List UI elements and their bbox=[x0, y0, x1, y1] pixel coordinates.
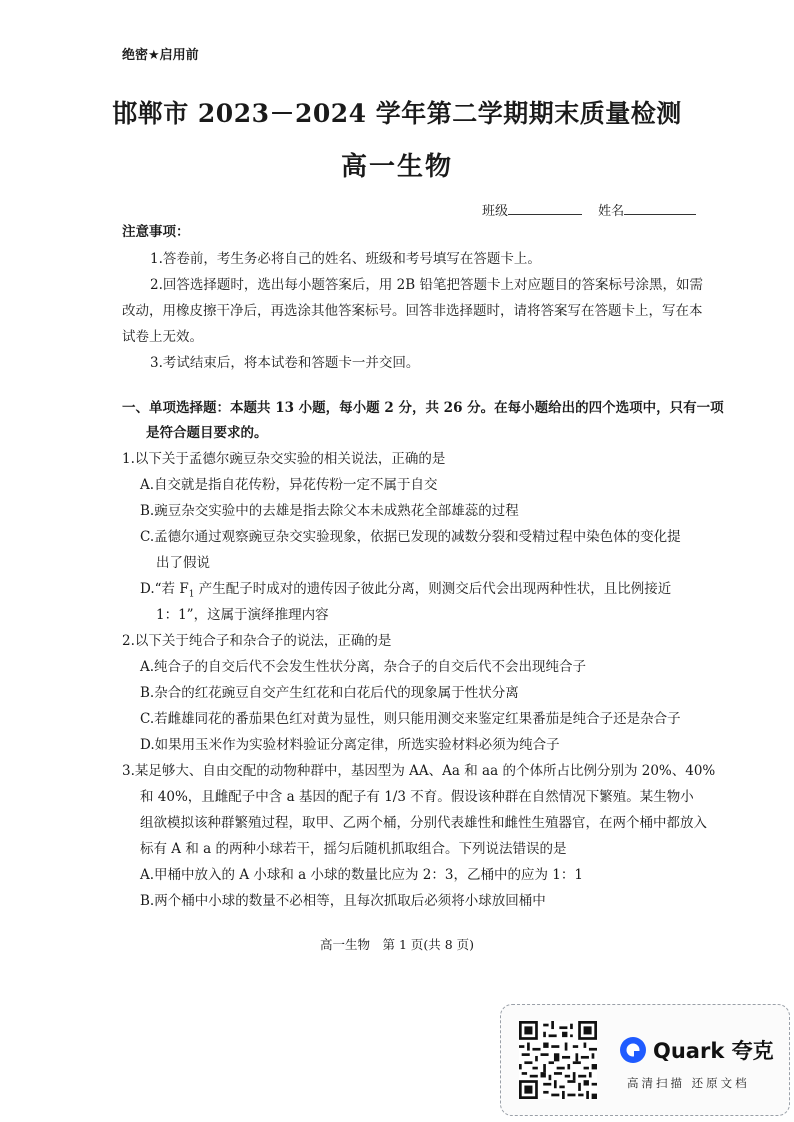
q1-option-d-post: 产生配子时成对的遗传因子彼此分离，则测交后代会出现两种性状，且比例接近 bbox=[194, 581, 672, 597]
q3-stem-line-3: 组欲模拟该种群繁殖过程，取甲、乙两个桶，分别代表雄性和雌性生殖器官，在两个桶中都放入 bbox=[140, 815, 707, 831]
q1-option-d-line-1 bbox=[140, 577, 671, 600]
class-label: 班级 bbox=[482, 204, 509, 219]
subject-title: 高一生物 bbox=[340, 152, 453, 182]
q2-option-b: B.杂合的红花豌豆自交产生红花和白花后代的现象属于性状分离 bbox=[140, 685, 519, 701]
name-label: 姓名 bbox=[598, 204, 625, 219]
notice-item-2-line-1: 2.回答选择题时，选出每小题答案后，用 2B 铅笔把答题卡上对应题目的答案标号涂黑，如需 bbox=[150, 277, 703, 293]
class-blank bbox=[508, 202, 582, 215]
notice-item-2-line-2: 改动，用橡皮擦干净后，再选涂其他答案标号。回答非选择题时，请将答案写在答题卡上，写在本 bbox=[122, 303, 703, 319]
q3-option-a: A.甲桶中放入的 A 小球和 a 小球的数量比应为 2：3，乙桶中的应为 1：1 bbox=[140, 867, 583, 883]
quark-watermark-card bbox=[500, 1004, 790, 1116]
notice-item-3: 3.考试结束后，将本试卷和答题卡一并交回。 bbox=[150, 355, 420, 371]
quark-logo-icon bbox=[619, 1036, 647, 1064]
q1-option-a: A.自交就是指自花传粉，异花传粉一定不属于自交 bbox=[140, 477, 438, 493]
section-heading-line-1: 一、单项选择题：本题共 13 小题，每小题 2 分，共 26 分。在每小题给出的四个选项中，只有一项 bbox=[122, 400, 724, 416]
q2-option-c: C.若雌雄同花的番茄果色红对黄为显性，则只能用测交来鉴定红果番茄是纯合子还是杂合子 bbox=[140, 711, 681, 727]
q1-stem: 1.以下关于孟德尔豌豆杂交实验的相关说法，正确的是 bbox=[122, 451, 446, 467]
q1-option-d-pre: D.“若 F bbox=[140, 581, 189, 597]
notice-item-2-line-3: 试卷上无效。 bbox=[122, 329, 203, 345]
qr-code-icon bbox=[519, 1021, 597, 1099]
q3-stem-line-1: 3.某足够大、自由交配的动物种群中，基因型为 AA、Aa 和 aa 的个体所占比例分别为 20%、40% bbox=[122, 763, 716, 779]
q2-stem: 2.以下关于纯合子和杂合子的说法，正确的是 bbox=[122, 633, 392, 649]
q2-option-a: A.纯合子的自交后代不会发生性状分离，杂合子的自交后代不会出现纯合子 bbox=[140, 659, 587, 675]
q3-option-b: B.两个桶中小球的数量不必相等，且每次抓取后必须将小球放回桶中 bbox=[140, 893, 546, 909]
q1-option-d-subscript: 1 bbox=[188, 589, 195, 600]
exam-title: 邯郸市 2023－2024 学年第二学期期末质量检测 bbox=[112, 99, 682, 128]
q1-option-b: B.豌豆杂交实验中的去雄是指去除父本未成熟花全部雄蕊的过程 bbox=[140, 503, 519, 519]
notice-heading: 注意事项： bbox=[122, 224, 190, 240]
secret-tag: 绝密★启用前 bbox=[122, 48, 199, 63]
name-blank bbox=[624, 202, 696, 215]
q2-option-d: D.如果用玉米作为实验材料验证分离定律，所选实验材料必须为纯合子 bbox=[140, 737, 560, 753]
quark-slogan: 高清扫描 还原文档 bbox=[627, 1076, 750, 1090]
quark-brand-name: Quark 夸克 bbox=[653, 1039, 774, 1063]
q1-option-c-line-2: 出了假说 bbox=[156, 555, 210, 571]
quark-logo bbox=[619, 1035, 774, 1065]
page-footer: 高一生物 第 1 页(共 8 页) bbox=[319, 937, 475, 952]
q3-stem-line-4: 标有 A 和 a 的两种小球若干，摇匀后随机抓取组合。下列说法错误的是 bbox=[140, 841, 567, 857]
q1-option-d-line-2: 1：1”，这属于演绎推理内容 bbox=[156, 607, 329, 623]
q3-stem-line-2: 和 40%，且雌配子中含 a 基因的配子有 1/3 不育。假设该种群在自然情况下繁殖。某生物小 bbox=[140, 789, 694, 805]
notice-item-1: 1.答卷前，考生务必将自己的姓名、班级和考号填写在答题卡上。 bbox=[150, 251, 541, 267]
section-heading-line-2: 是符合题目要求的。 bbox=[146, 425, 268, 441]
class-name-line bbox=[482, 200, 696, 219]
q1-option-c-line-1: C.孟德尔通过观察豌豆杂交实验现象，依据已发现的减数分裂和受精过程中染色体的变化提 bbox=[140, 529, 681, 545]
